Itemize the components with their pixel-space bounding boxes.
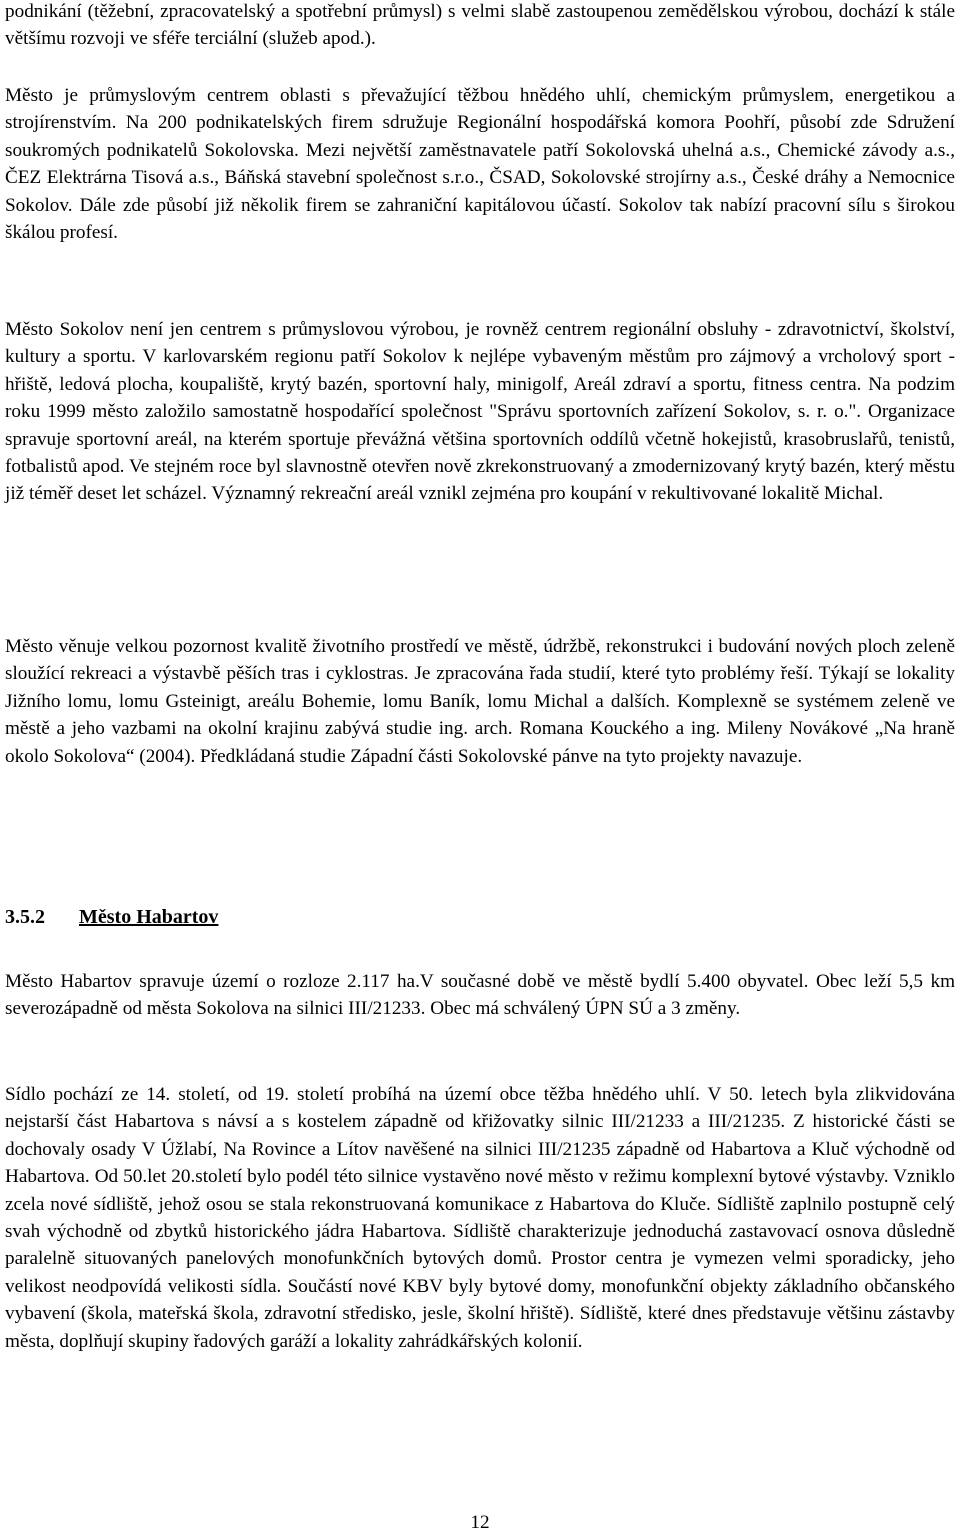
paragraph-environment: Město věnuje velkou pozornost kvalitě životního prostředí ve městě, údržbě, rekonstrukci i budování nových ploch zeleně sloužící rekreaci a výstavbě pěších tras i cyklostras. Je zpracována řada studií, které tyto problémy řeší. Týkají se lokality Jižního lomu, lomu Gsteinigt, areálu Bohemie, lomu Baník, lomu Michal a dalších. Komplexně se systémem zeleně ve městě a jeho vazbami na okolní krajinu zabývá studie ing. arch. Romana Kouckého a ing. Mileny Novákové „Na hraně okolo Sokolova“ (2004). Předkládaná studie Západní části Sokolovské pánve na tyto projekty navazuje. [5, 636, 955, 767]
paragraph-habartov-area: Město Habartov spravuje území o rozloze 2.117 ha.V současné době ve městě bydlí 5.400 obyvatel. Obec leží 5,5 km severozápadně od města Sokolova na silnici III/21233. Obec má schválený ÚPN SÚ a 3 změny. [5, 971, 955, 1020]
paragraph-industry-intro: podnikání (těžební, zpracovatelský a spotřební průmysl) s velmi slabě zastoupenou zemědělskou výrobou, dochází k stále většímu rozvoji ve sféře terciální (služeb apod.). [5, 1, 955, 50]
paragraph-industrial-center: Město je průmyslovým centrem oblasti s převažující těžbou hnědého uhlí, chemickým průmyslem, energetikou a strojírenstvím. Na 200 podnikatelských firem sdružuje Regionální hospodářská komora Poohří, působí zde Sdružení soukromých podnikatelů Sokolovska. Mezi největší zaměstnavatele patří Sokolovská uhelná a.s., Chemické závody a.s., ČEZ Elektrárna Tisová a.s., Báňská stavební společnost s.r.o., ČSAD, Sokolovské strojírny a.s., České dráhy a Nemocnice Sokolov. Dále zde působí již několik firem se zahraniční kapitálovou účastí. Sokolov tak nabízí pracovní sílu s širokou škálou profesí. [5, 85, 955, 244]
paragraph-regional-services: Město Sokolov není jen centrem s průmyslovou výrobou, je rovněž centrem regionální obsluhy - zdravotnictví, školství, kultury a sportu. V karlovarském regionu patří Sokolov k nejlépe vybaveným městům pro zájmový a vrcholový sport - hřiště, ledová plocha, koupaliště, krytý bazén, sportovní haly, minigolf, Areál zdraví a sportu, fitness centra. Na podzim roku 1999 město založilo samostatně hospodařící společnost "Správu sportovních zařízení Sokolov, s. r. o.". Organizace spravuje sportovní areál, na kterém sportuje převážná většina sportovních oddílů včetně hokejistů, krasobruslařů, tenistů, fotbalistů apod. Ve stejném roce byl slavnostně otevřen nově zkrekonstruovaný a zmodernizovaný krytý bazén, který městu již téměř deset let scházel. Významný rekreační areál vznikl zejména pro koupání v rekultivované lokalitě Michal. [5, 319, 955, 505]
paragraph-habartov-history: Sídlo pochází ze 14. století, od 19. století probíhá na území obce těžba hnědého uhlí. V 50. letech byla zlikvidována nejstarší část Habartova s návsí a s kostelem západně od křižovatky silnic III/21233 a III/21235. Z historické části se dochovaly osady V Úžlabí, Na Rovince a Lítov navěšené na silnici III/21235 západně od Habartova a Kluč východně od Habartova. Od 50.let 20.století bylo podél této silnice vystavěno nové město v režimu komplexní bytové výstavby. Vzniklo zcela nové sídliště, jehož osou se stala rekonstruovaná komunikace z Habartova do Kluče. Sídliště zaplnilo postupně celý svah východně od zbytků historického jádra Habartova. Sídliště charakterizuje jednoduchá zastavovací osnova důsledně paralelně situovaných panelových monofunkčních bytových domů. Prostor centra je vymezen velmi sporadicky, jeho velikost neodpovídá velikosti sídla. Součástí nové KBV byly bytové domy, monofunkční objekty základního občanského vybavení (škola, mateřská škola, zdravotní středisko, jesle, školní hřiště). Sídliště, které dnes představuje většinu zástavby města, doplňují skupiny řadových garáží a lokality zahrádkářských kolonií. [5, 1084, 955, 1352]
section-number: 3.5.2 [5, 906, 45, 928]
page-number: 12 [470, 1512, 490, 1533]
section-title: Město Habartov [79, 906, 219, 928]
section-heading [5, 904, 218, 931]
